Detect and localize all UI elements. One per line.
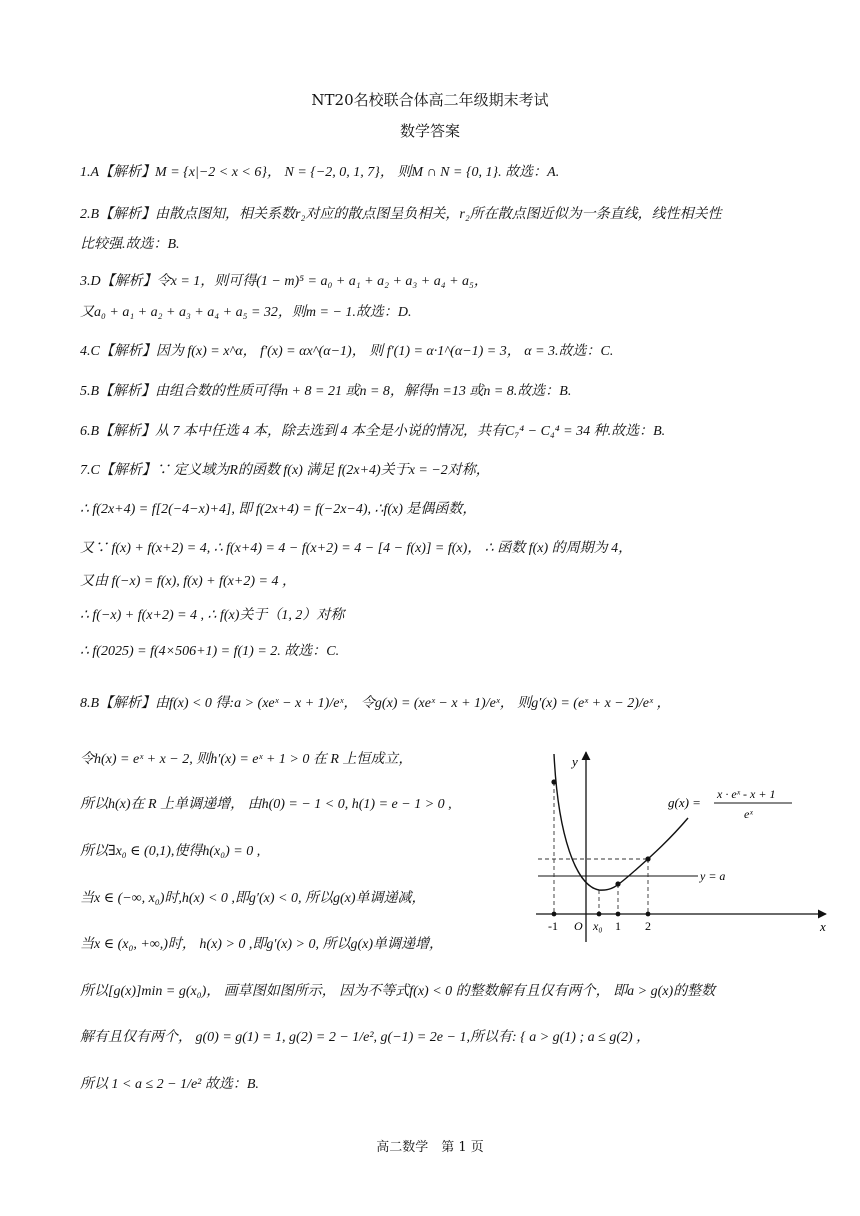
answer-line-7b: ∴ f(2x+4) = f[2(−4−x)+4], 即 f(2x+4) = f(−2x−4), ∴f(x) 是偶函数，	[80, 502, 477, 517]
point-g-2	[645, 856, 650, 861]
answer-line-5: 5.B【解析】由组合数的性质可得n + 8 = 21 或n = 8，解得n =13 或n = 8.故选：B.	[80, 384, 572, 399]
answer-line-6: 6.B【解析】从 7 本中任选 4 本，除去选到 4 本全是小说的情况，共有C₇⁴ − C₄⁴ = 34 种.故选：B.	[80, 424, 666, 439]
tick-dot-neg1	[552, 912, 557, 917]
answer-line-8e: 当x ∈ (−∞, x₀)时,h(x) < 0 ,即g′(x) < 0, 所以g(x)单调递减，	[80, 891, 426, 906]
point-g-neg1	[551, 779, 556, 784]
y-axis-label: y	[572, 754, 578, 769]
page-footer: 高二数学 第 1 页	[376, 1140, 484, 1155]
answer-line-1: 1.A【解析】M = {x|−2 < x < 6}， N = {−2, 0, 1, 7}， 则M ∩ N = {0, 1}. 故选：A.	[80, 165, 560, 180]
tick-label-2: 2	[645, 919, 651, 933]
answer-line-7c: 又∵ f(x) + f(x+2) = 4, ∴ f(x+4) = 4 − f(x+2) = 4 − [4 − f(x)] = f(x)， ∴ 函数 f(x) 的周期为 4，	[80, 541, 633, 556]
answer-line-7d: 又由 f(−x) = f(x), f(x) + f(x+2) = 4 ，	[80, 574, 296, 589]
tick-dot-x0	[597, 912, 602, 917]
curve-label-denominator: eˣ	[744, 807, 753, 821]
answer-line-4: 4.C【解析】因为 f(x) = x^α， f′(x) = αx^(α−1)， 则 f′(1) = α·1^(α−1) = 3， α = 3.故选：C.	[80, 344, 614, 359]
page-subtitle: 数学答案	[399, 122, 460, 140]
function-sketch-svg	[536, 746, 836, 946]
answer-line-8c: 所以h(x)在 R 上单调递增， 由h(0) = − 1 < 0, h(1) = e − 1 > 0 ,	[80, 797, 452, 812]
answer-line-8d: 所以∃x₀ ∈ (0,1),使得h(x₀) = 0 ,	[80, 844, 261, 859]
curve-label-numerator: x · eˣ - x + 1	[717, 787, 776, 801]
origin-label: O	[574, 919, 583, 933]
answer-line-8h: 解有且仅有两个， g(0) = g(1) = 1, g(2) = 2 − 1/e², g(−1) = 2e − 1,所以有: { a > g(1) ; a ≤ g(2) ，	[80, 1030, 651, 1045]
answer-line-3b: 又a₀ + a₁ + a₂ + a₃ + a₄ + a₅ = 32，则m = − 1.故选：D.	[80, 305, 412, 320]
answer-line-8b: 令h(x) = eˣ + x − 2, 则h′(x) = eˣ + 1 > 0 在 R 上恒成立，	[80, 752, 413, 767]
function-sketch-figure	[536, 746, 836, 946]
answer-line-8g: 所以[g(x)]min = g(x₀)， 画草图如图所示， 因为不等式f(x) < 0 的整数解有且仅有两个， 即a > g(x)的整数	[80, 984, 716, 999]
answer-line-7e: ∴ f(−x) + f(x+2) = 4 , ∴ f(x)关于（1, 2）对称	[80, 608, 345, 623]
page-title: NT20名校联合体高二年级期末考试	[311, 91, 549, 109]
curve-g	[554, 754, 688, 890]
answer-line-2b: 比较强.故选：B.	[80, 237, 180, 252]
answer-line-3a: 3.D【解析】令x = 1，则可得(1 − m)⁵ = a₀ + a₁ + a₂ + a₃ + a₄ + a₅，	[80, 274, 488, 289]
curve-label-lhs: g(x) =	[668, 795, 701, 810]
point-g-1	[615, 881, 620, 886]
answer-line-8i: 所以 1 < a ≤ 2 − 1/e² 故选：B.	[80, 1077, 259, 1092]
tick-dot-2	[646, 912, 651, 917]
answer-line-8f: 当x ∈ (x₀, +∞,)时， h(x) > 0 ,即g′(x) > 0, 所以g(x)单调递增，	[80, 937, 443, 952]
answer-line-7a: 7.C【解析】∵ 定义域为R的函数 f(x) 满足 f(2x+4)关于x = −2对称，	[80, 463, 490, 478]
tick-label-neg1: -1	[548, 919, 558, 933]
answer-line-7f: ∴ f(2025) = f(4×506+1) = f(1) = 2. 故选：C.	[80, 644, 340, 659]
answer-line-8a: 8.B【解析】由f(x) < 0 得:a > (xeˣ − x + 1)/eˣ， 令g(x) = (xeˣ − x + 1)/eˣ， 则g′(x) = (eˣ + x − 2)/eˣ ，	[80, 696, 671, 711]
x-axis-label: x	[820, 919, 826, 934]
line-label: y = a	[700, 869, 726, 883]
answer-line-2a: 2.B【解析】由散点图知，相关系数r₂对应的散点图呈负相关，r₂所在散点图近似为一条直线，线性相关性	[80, 207, 722, 222]
tick-dot-1	[616, 912, 621, 917]
tick-label-1: 1	[615, 919, 621, 933]
tick-label-x0: x₀	[593, 919, 603, 933]
